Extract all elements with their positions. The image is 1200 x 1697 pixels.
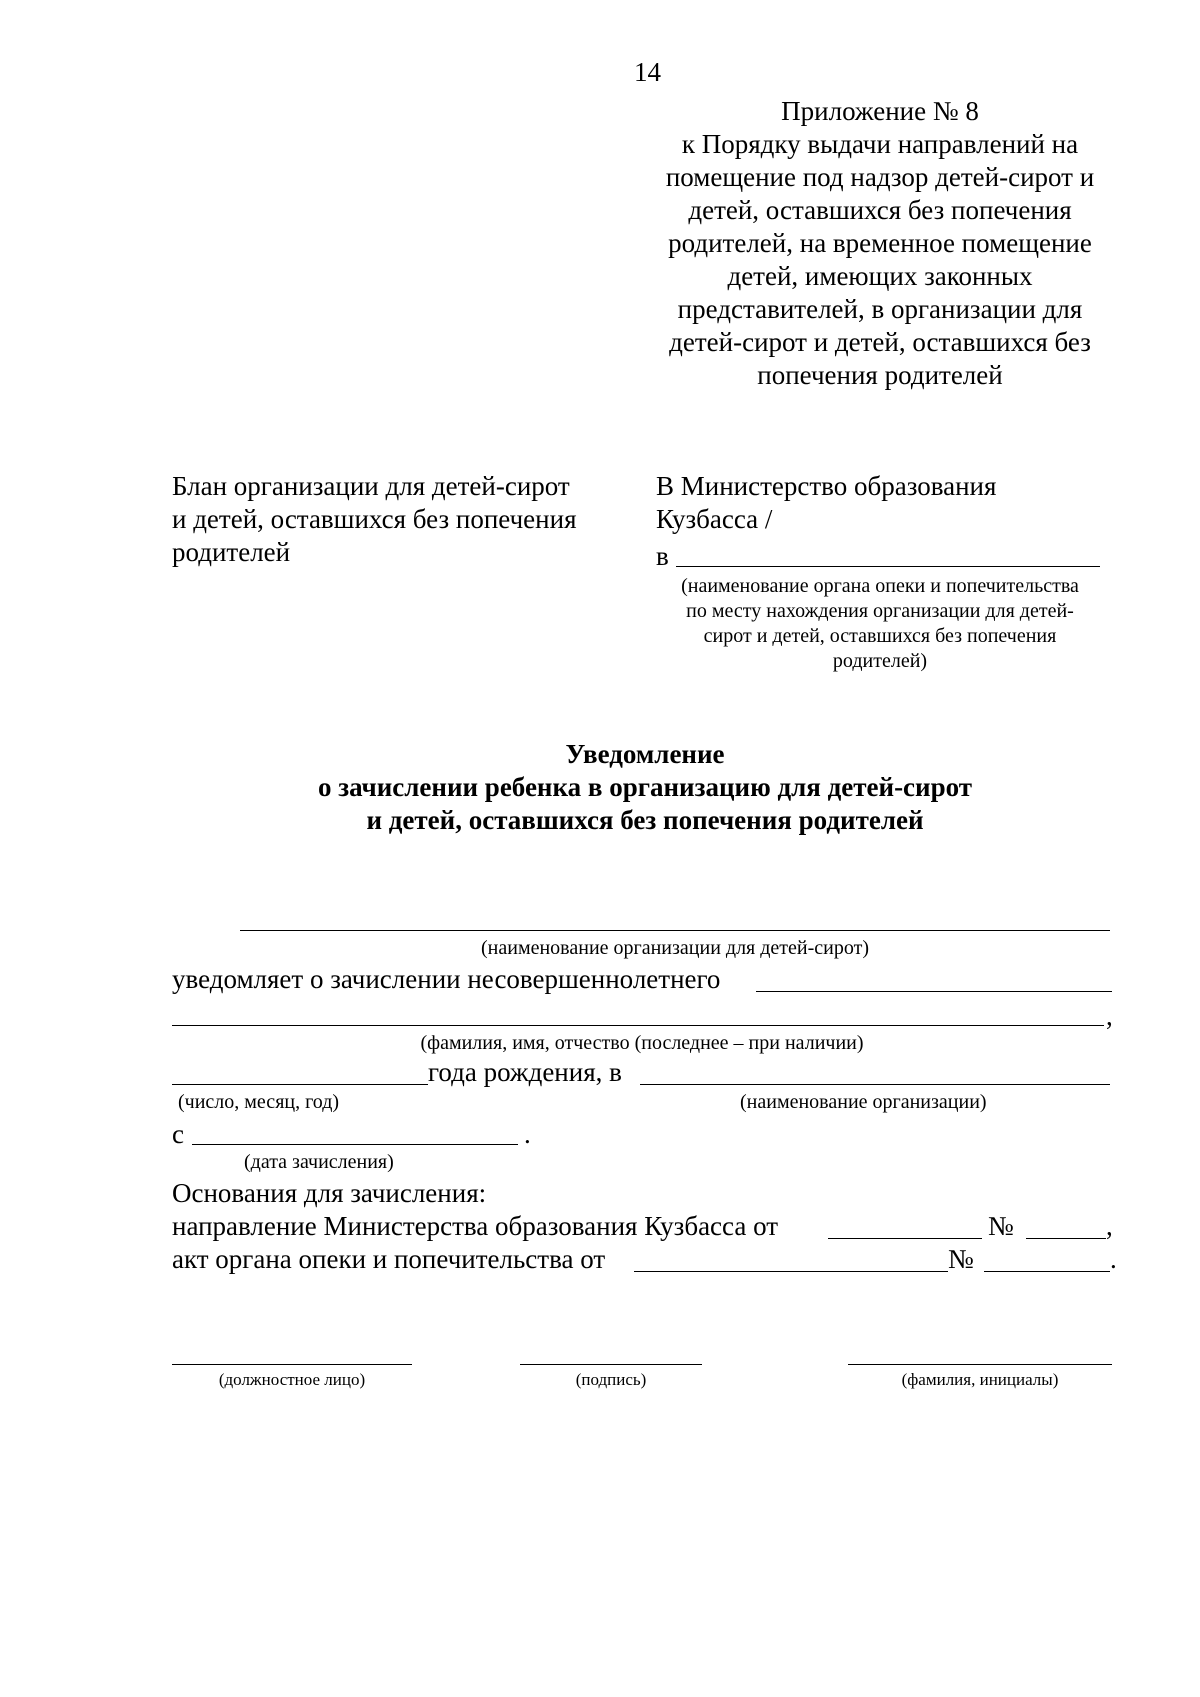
appendix-line: детей, имеющих законных <box>727 261 1033 291</box>
direction-number-sign: № <box>988 1211 1014 1241</box>
grounds-label: Основания для зачисления: <box>172 1178 487 1208</box>
title-line: Уведомление <box>565 739 725 769</box>
minor-name-field[interactable] <box>756 991 1112 992</box>
title-line: и детей, оставшихся без попечения родителей <box>366 805 924 835</box>
appendix-line: детей, оставшихся без попечения <box>688 195 1072 225</box>
notifies-text: уведомляет о зачислении несовершеннолетнего <box>172 964 721 994</box>
organization-name-field[interactable] <box>240 930 1110 931</box>
addressee-prefix: в <box>656 541 669 571</box>
organization-name-hint: (наименование организации для детей-сирот) <box>481 937 869 959</box>
page-number: 14 <box>634 57 661 87</box>
title-line: о зачислении ребенка в организацию для детей-сирот <box>317 772 973 802</box>
addressee-hint: родителей) <box>832 650 928 672</box>
appendix-line: детей-сирот и детей, оставшихся без <box>669 327 1091 357</box>
full-name-field[interactable] <box>848 1364 1112 1365</box>
position-hint: (должностное лицо) <box>218 1370 366 1389</box>
direction-comma: , <box>1106 1211 1113 1241</box>
addressee-hint: сирот и детей, оставшихся без попечения <box>703 625 1057 647</box>
addressee-field[interactable] <box>676 566 1100 567</box>
appendix-line: Приложение № 8 <box>781 96 979 126</box>
direction-date-field[interactable] <box>828 1238 982 1239</box>
appendix-line: попечения родителей <box>757 360 1003 390</box>
enrollment-period: . <box>524 1119 531 1149</box>
fio-comma: , <box>1106 1001 1113 1031</box>
act-text: акт органа опеки и попечительства от <box>172 1244 606 1274</box>
letterhead-line: и детей, оставшихся без попечения <box>172 504 577 534</box>
act-period: . <box>1110 1244 1117 1274</box>
act-number-field[interactable] <box>984 1271 1110 1272</box>
direction-number-field[interactable] <box>1026 1238 1106 1239</box>
act-date-field[interactable] <box>634 1271 948 1272</box>
addressee-line: Кузбасса / <box>656 504 773 534</box>
act-number-sign: № <box>948 1244 974 1274</box>
addressee-hint: по месту нахождения организации для детей- <box>686 600 1074 622</box>
full-name-hint: (фамилия, инициалы) <box>901 1370 1059 1389</box>
appendix-line: родителей, на временное помещение <box>668 228 1092 258</box>
fio-hint: (фамилия, имя, отчество (последнее – при наличии) <box>420 1032 864 1054</box>
addressee-line: В Министерство образования <box>656 471 997 501</box>
appendix-line: представителей, в организации для <box>677 294 1083 324</box>
organization-field[interactable] <box>640 1084 1110 1085</box>
appendix-line: помещение под надзор детей-сирот и <box>665 162 1095 192</box>
direction-text: направление Министерства образования Кузбасса от <box>172 1211 779 1241</box>
enrollment-date-field[interactable] <box>192 1144 518 1145</box>
fio-field[interactable] <box>172 1025 1104 1026</box>
organization-hint: (наименование организации) <box>740 1091 987 1113</box>
birth-text: года рождения, в <box>428 1057 622 1087</box>
signature-field[interactable] <box>520 1364 702 1365</box>
from-prefix: с <box>172 1119 184 1149</box>
birth-date-field[interactable] <box>172 1084 428 1085</box>
addressee-hint: (наименование органа опеки и попечительства <box>681 575 1079 597</box>
birth-date-hint: (число, месяц, год) <box>178 1091 340 1113</box>
letterhead-line: Блан организации для детей-сирот <box>172 471 570 501</box>
appendix-line: к Порядку выдачи направлений на <box>681 129 1079 159</box>
position-field[interactable] <box>172 1364 412 1365</box>
signature-hint: (подпись) <box>575 1370 647 1389</box>
enrollment-date-hint: (дата зачисления) <box>244 1151 394 1173</box>
letterhead-line: родителей <box>172 537 291 567</box>
